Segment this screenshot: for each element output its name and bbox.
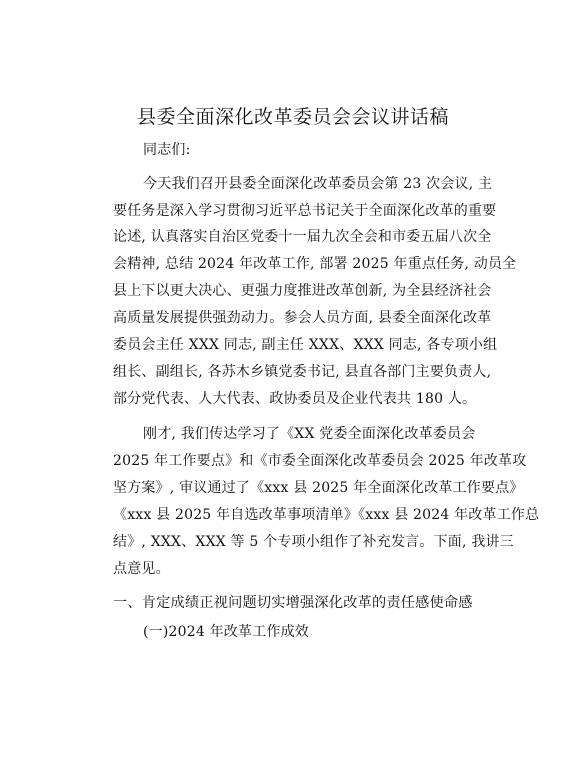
subsection-heading: (一)2024 年改革工作成效: [143, 624, 310, 640]
paragraph1-line: 会精神, 总结 2024 年改革工作, 部署 2025 年重点任务, 动员全: [113, 256, 517, 272]
paragraph1-line: 县上下以更大决心、更强力度推进改革创新, 为全县经济社会: [113, 283, 492, 299]
paragraph2-line: 坚方案》, 审议通过了《xxx 县 2025 年全面深化改革工作要点》: [113, 480, 524, 496]
salutation: 同志们:: [143, 142, 191, 158]
paragraph1-line: 委员会主任 XXX 同志, 副主任 XXX、XXX 同志, 各专项小组: [113, 337, 498, 353]
paragraph2-line: 《xxx 县 2025 年自选改革事项清单》《xxx 县 2024 年改革工作总: [113, 507, 540, 523]
paragraph1-line: 部分党代表、人大代表、政协委员及企业代表共 180 人。: [113, 391, 477, 407]
paragraph2-line: 结》, XXX、XXX 等 5 个专项小组作了补充发言。下面, 我讲三: [113, 534, 514, 550]
paragraph1-line: 今天我们召开县委全面深化改革委员会第 23 次会议, 主: [143, 176, 493, 192]
paragraph2-line: 刚才, 我们传达学习了《XX 党委全面深化改革委员会: [143, 426, 476, 442]
paragraph2-line: 点意见。: [113, 561, 170, 577]
paragraph1-line: 组长、副组长, 各苏木乡镇党委书记, 县直各部门主要负责人,: [113, 364, 492, 380]
paragraph2-line: 2025 年工作要点》和《市委全面深化改革委员会 2025 年改革攻: [113, 453, 527, 469]
paragraph1-line: 论述, 认真落实自治区党委十一届九次全会和市委五届八次全: [113, 229, 492, 245]
section-heading: 一、肯定成绩正视问题切实增强深化改革的责任感使命感: [113, 595, 473, 611]
document-title: 县委全面深化改革委员会会议讲话稿: [136, 106, 449, 128]
paragraph1-line: 高质量发展提供强劲动力。参会人员方面, 县委全面深化改革: [113, 310, 492, 326]
paragraph1-line: 要任务是深入学习贯彻习近平总书记关于全面深化改革的重要: [113, 203, 497, 219]
